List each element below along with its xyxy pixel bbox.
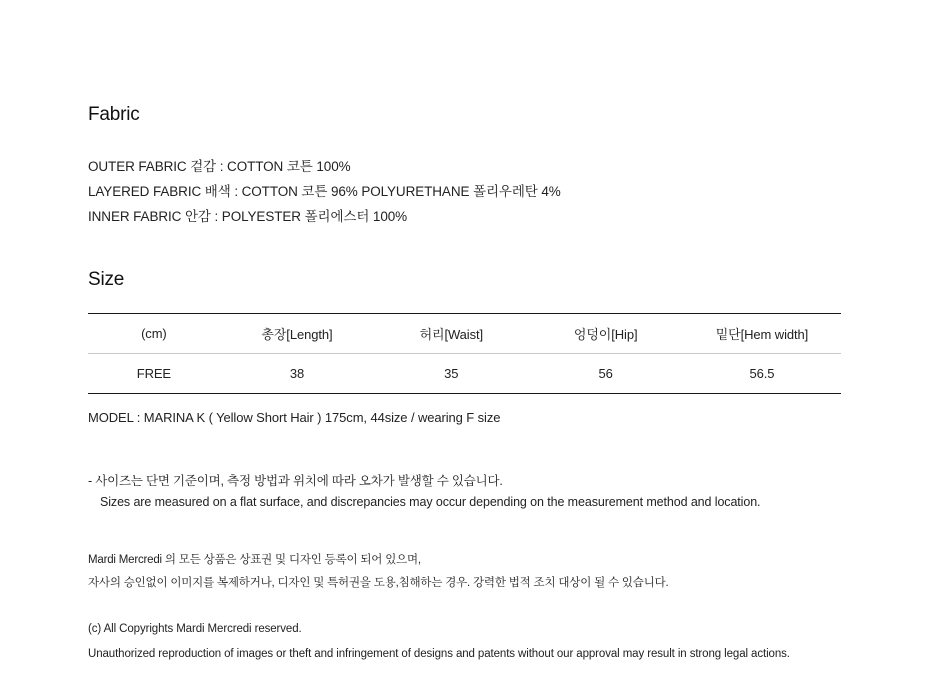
fabric-line-inner: INNER FABRIC 안감 : POLYESTER 폴리에스터 100% [88,209,408,224]
cell-size-label: FREE [136,366,172,381]
cell-waist: 35 [444,366,459,381]
table-header-length: 총장[Length] [261,327,333,342]
cell-hem-width: 56.5 [749,366,775,381]
copyright-notice [88,617,841,667]
copyright-line-english: Unauthorized reproduction of images or theft and infringement of designs and patents without our approval may result in strong legal actions. [88,648,790,660]
copyright-line: (c) All Copyrights Mardi Mercredi reserved. [88,623,302,635]
note-korean: - 사이즈는 단면 기준이며, 측정 방법과 위치에 따라 오차가 발생할 수 있습니다. [88,474,503,488]
table-row [88,354,841,394]
legal-notice [88,549,841,595]
cell-length: 38 [289,366,305,381]
notes-section [88,471,841,667]
size-table-wrapper [88,313,841,394]
legal-line-2: 자사의 승인없이 이미지를 복제하거나, 디자인 및 특허권을 도용,침해하는 경우. 강력한 법적 조치 대상이 될 수 있습니다. [88,577,669,589]
model-info-line: MODEL : MARINA K ( Yellow Short Hair ) 175cm, 44size / wearing F size [88,410,501,425]
table-header-unit: (cm) [141,326,167,341]
note-english: Sizes are measured on a flat surface, and discrepancies may occur depending on the measurement method and location. [100,495,761,509]
table-header-hem-width: 밑단[Hem width] [715,327,809,342]
fabric-line-layered: LAYERED FABRIC 배색 : COTTON 코튼 96% POLYURETHANE 폴리우레탄 4% [88,184,561,199]
fabric-section-title: Fabric [88,104,140,125]
table-header-waist: 허리[Waist] [419,327,484,342]
size-table [88,313,841,394]
legal-line-1: Mardi Mercredi 의 모든 상품은 상표권 및 디자인 등록이 되어 있으며, [88,554,421,566]
size-section-title: Size [88,269,125,290]
table-header-row [88,314,841,354]
fabric-composition-list [88,154,841,229]
table-header-hip: 엉덩이[Hip] [573,327,638,342]
fabric-line-outer: OUTER FABRIC 겉감 : COTTON 코튼 100% [88,159,351,174]
cell-hip: 56 [598,366,613,381]
